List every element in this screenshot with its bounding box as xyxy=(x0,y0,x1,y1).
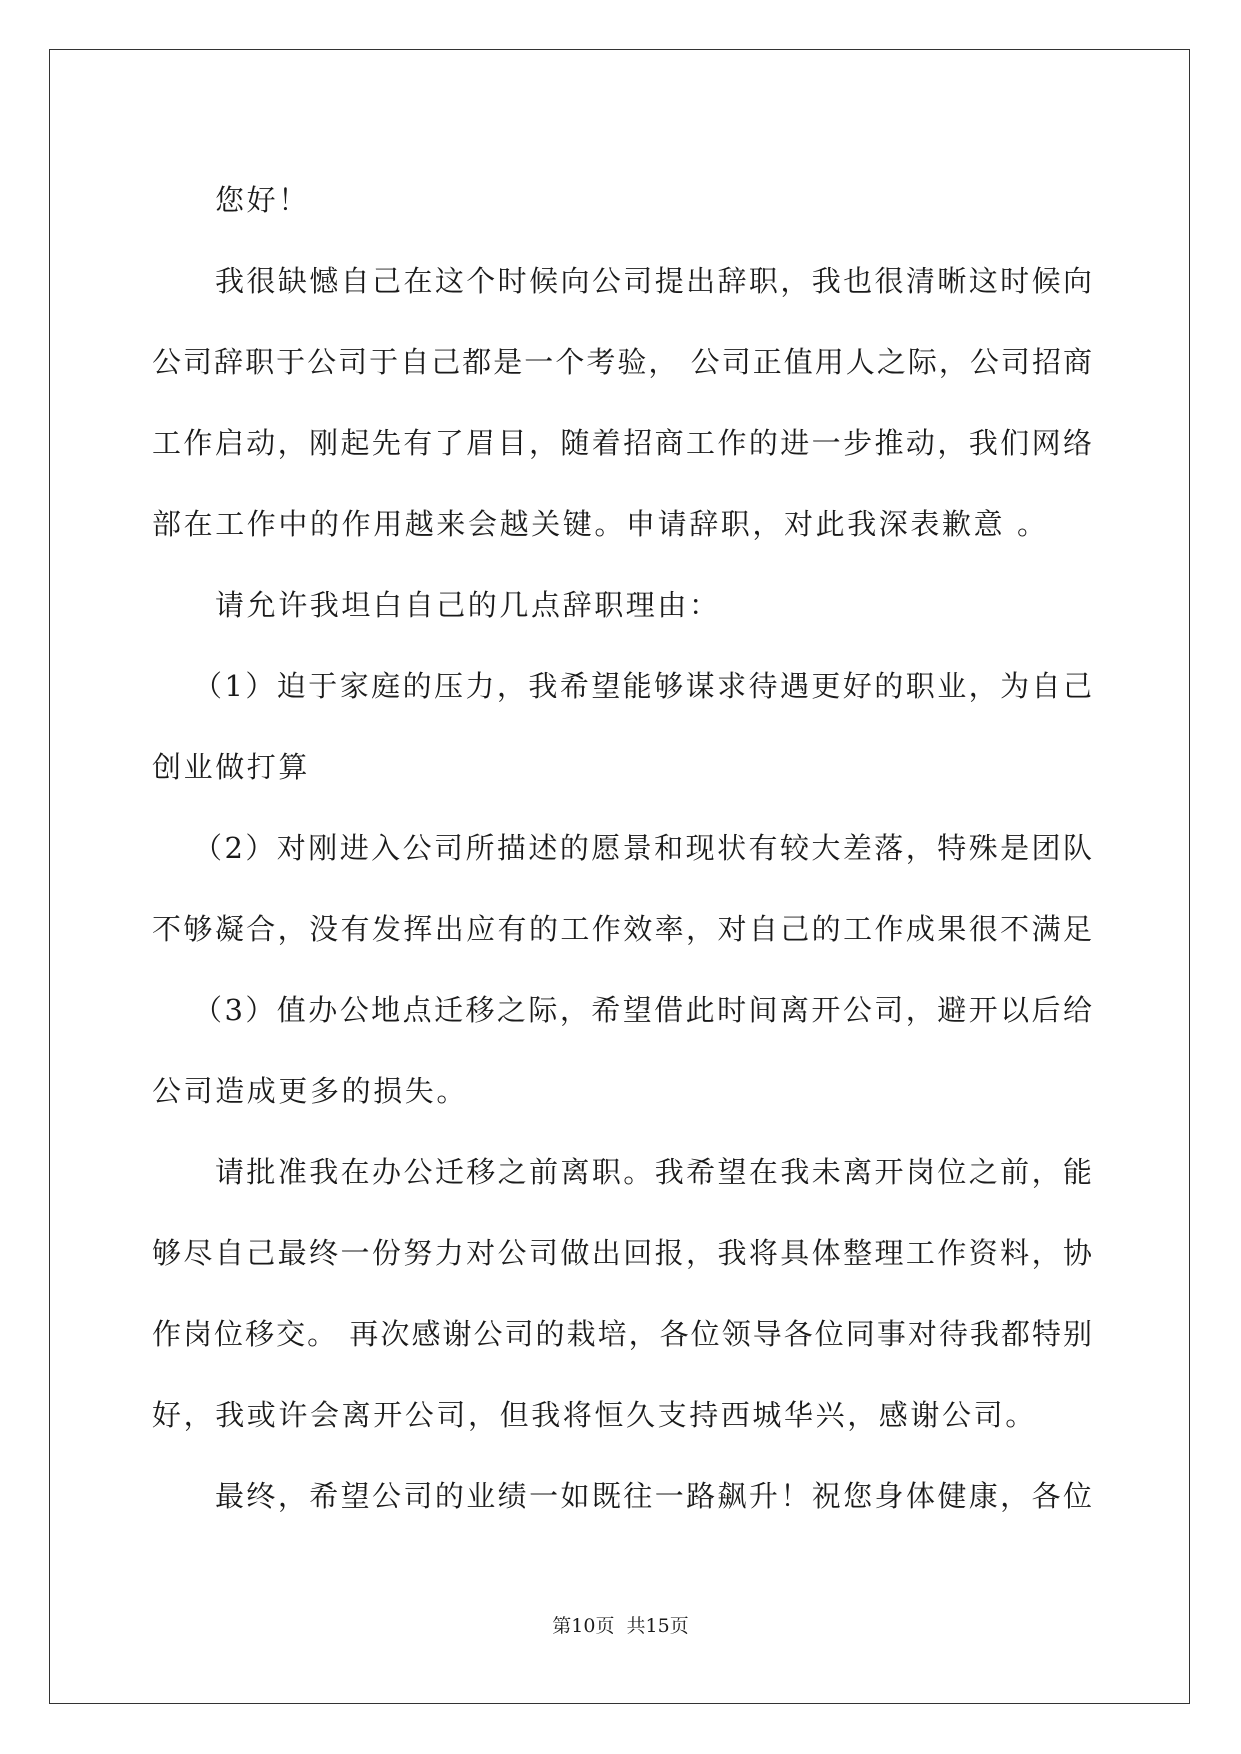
paragraph-line: 工作启动，刚起先有了眉目，随着招商工作的进一步推动，我们网络 xyxy=(152,426,1092,460)
page-total: 共15页 xyxy=(626,1615,689,1637)
page-number: 第10页 xyxy=(552,1615,615,1637)
reason-item-line: （1）迫于家庭的压力，我希望能够谋求待遇更好的职业，为自己 xyxy=(193,669,1092,703)
paragraph-line: 我很缺憾自己在这个时候向公司提出辞职，我也很清晰这时候向 xyxy=(215,264,1092,298)
paragraph-line: 请允许我坦白自己的几点辞职理由： xyxy=(215,588,721,622)
reason-item-line: 公司造成更多的损失。 xyxy=(152,1074,469,1108)
letter-body xyxy=(152,160,1092,1537)
paragraph-line: 作岗位移交。 再次感谢公司的栽培，各位领导各位同事对待我都特别 xyxy=(152,1317,1092,1351)
paragraph-line: 够尽自己最终一份努力对公司做出回报，我将具体整理工作资料，协 xyxy=(152,1236,1092,1270)
paragraph-line: 公司辞职于公司于自己都是一个考验， 公司正值用人之际，公司招商 xyxy=(152,345,1092,379)
reason-item-line: 创业做打算 xyxy=(152,750,311,784)
page-footer xyxy=(0,1611,1241,1638)
greeting-line: 您好！ xyxy=(215,183,310,217)
paragraph-line: 部在工作中的作用越来会越关键。申请辞职，对此我深表歉意 。 xyxy=(152,507,1049,541)
paragraph-line: 请批准我在办公迁移之前离职。我希望在我未离开岗位之前，能 xyxy=(215,1155,1092,1189)
paragraph-line: 最终，希望公司的业绩一如既往一路飙升！祝您身体健康，各位 xyxy=(215,1479,1092,1513)
reason-item-line: （2）对刚进入公司所描述的愿景和现状有较大差落，特殊是团队 xyxy=(193,831,1092,865)
paragraph-line: 好，我或许会离开公司，但我将恒久支持西城华兴，感谢公司。 xyxy=(152,1398,1037,1432)
reason-item-line: （3）值办公地点迁移之际，希望借此时间离开公司，避开以后给 xyxy=(193,993,1092,1027)
reason-item-line: 不够凝合，没有发挥出应有的工作效率，对自己的工作成果很不满足 xyxy=(152,912,1092,946)
